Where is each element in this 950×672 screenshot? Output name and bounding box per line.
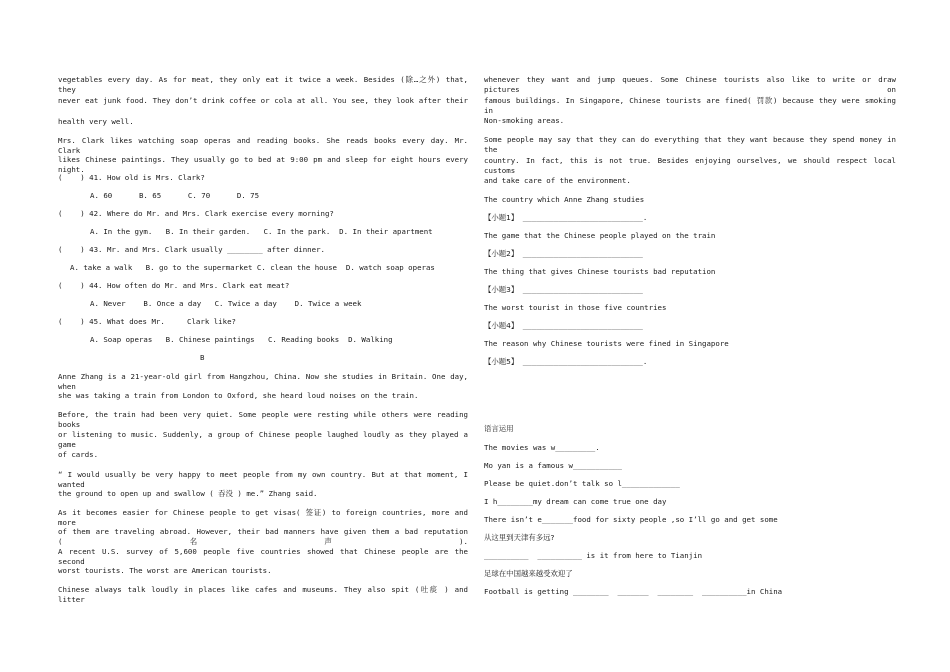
- text-line: country. In fact, this is not true. Besides enjoying ourselves, we should respect local customs: [484, 156, 896, 175]
- question-41: ( ) 41. How old is Mrs. Clark?: [58, 173, 205, 182]
- task-label: 【小题5】: [484, 357, 519, 366]
- exercise-line: Mo yan is a famous w___________: [484, 461, 622, 470]
- text-line: “ I would usually be very happy to meet people from my own country. But at that moment, I wanted: [58, 470, 468, 489]
- text-line: famous buildings. In Singapore, Chinese tourists are fined( 罚款) because they were smoking in: [484, 96, 896, 115]
- answer-blank: ___________________________: [522, 321, 643, 330]
- task-2-prompt: The game that the Chinese people played on the train: [484, 231, 716, 240]
- exercise-line: Football is getting ________ _______ ________ __________in China: [484, 587, 783, 596]
- exercise-line: There isn’t e_______food for sixty people ,so I’ll go and get some: [484, 515, 778, 524]
- task-3-answer: [484, 285, 643, 295]
- options-42: A. In the gym. B. In their garden. C. In the park. D. In their apartment: [90, 227, 433, 236]
- options-41: A. 60 B. 65 C. 70 D. 75: [90, 191, 260, 200]
- task-label: 【小题2】: [484, 249, 519, 258]
- text-line: of cards.: [58, 450, 99, 459]
- task-5-answer: [484, 357, 647, 367]
- exercise-line: The movies was w_________.: [484, 443, 600, 452]
- text-line: Before, the train had been very quiet. Some people were resting while others were reading books: [58, 410, 468, 429]
- text-line: Chinese always talk loudly in places like cafes and museums. They also spit (吐痰 ) and litter: [58, 585, 468, 604]
- text-line: As it becomes easier for Chinese people to get visas( 签证) to foreign countries, more and more: [58, 508, 468, 527]
- text-line: Mrs. Clark likes watching soap operas and reading books. She reads books every day. Mr. Clark: [58, 136, 468, 155]
- options-44: A. Never B. Once a day C. Twice a day D. Twice a week: [90, 299, 362, 308]
- task-3-prompt: The thing that gives Chinese tourists bad reputation: [484, 267, 716, 276]
- answer-blank: ___________________________: [522, 249, 643, 258]
- section-heading: 语言运用: [484, 424, 514, 433]
- text-line: A recent U.S. survey of 5,600 people five countries showed that Chinese people are the second: [58, 547, 468, 566]
- answer-blank: ___________________________: [522, 285, 643, 294]
- exercise-line: __________ __________ is it from here to Tianjin: [484, 551, 703, 560]
- task-2-answer: [484, 249, 643, 259]
- options-43: A. take a walk B. go to the supermarket C. clean the house D. watch soap operas: [70, 263, 435, 272]
- text-line: Anne Zhang is a 21-year-old girl from Hangzhou, China. Now she studies in Britain. One day, when: [58, 372, 468, 391]
- answer-blank: ___________________________.: [522, 213, 648, 222]
- question-44: ( ) 44. How often do Mr. and Mrs. Clark eat meat?: [58, 281, 290, 290]
- task-4-prompt: The worst tourist in those five countries: [484, 303, 667, 312]
- text-line: she was taking a train from London to Oxford, she heard loud noises on the train.: [58, 391, 419, 400]
- task-1-prompt: The country which Anne Zhang studies: [484, 195, 645, 204]
- text-line: health very well.: [58, 117, 134, 126]
- text-line: Non-smoking areas.: [484, 116, 565, 125]
- text-line: and take care of the environment.: [484, 176, 631, 185]
- text-line: whenever they want and jump queues. Some Chinese tourists also like to write or draw pictures on: [484, 75, 896, 94]
- task-label: 【小题3】: [484, 285, 519, 294]
- task-4-answer: [484, 321, 643, 331]
- task-label: 【小题4】: [484, 321, 519, 330]
- task-label: 【小题1】: [484, 213, 519, 222]
- text-line: vegetables every day. As for meat, they only eat it twice a week. Besides (除…之外) that, they: [58, 75, 468, 94]
- options-45: A. Soap operas B. Chinese paintings C. Reading books D. Walking: [90, 335, 393, 344]
- section-heading: B: [200, 353, 205, 362]
- exercise-line: Please be quiet.don’t talk so l_____________: [484, 479, 680, 488]
- text-line: worst tourists. The worst are American tourists.: [58, 566, 272, 575]
- task-1-answer: [484, 213, 647, 223]
- text-line: the ground to open up and swallow ( 吞没 ) me.” Zhang said.: [58, 489, 318, 498]
- text-line: or listening to music. Suddenly, a group of Chinese people laughed loudly as they played a game: [58, 430, 468, 449]
- question-42: ( ) 42. Where do Mr. and Mrs. Clark exercise every morning?: [58, 209, 334, 218]
- text-line: likes Chinese paintings. They usually go to bed at 9:00 pm and sleep for eight hours every night.: [58, 155, 468, 174]
- exercise-line: 足球在中国越来越受欢迎了: [484, 569, 573, 578]
- text-line: never eat junk food. They don’t drink coffee or cola at all. You see, they look after their: [58, 96, 468, 105]
- answer-blank: ___________________________.: [522, 357, 648, 366]
- exercise-line: I h________my dream can come true one day: [484, 497, 667, 506]
- text-line: of them are traveling abroad. However, their bad manners have given them a bad reputation (名声).: [58, 527, 468, 546]
- task-5-prompt: The reason why Chinese tourists were fined in Singapore: [484, 339, 729, 348]
- exercise-line: 从这里到天津有多远?: [484, 533, 555, 542]
- question-43: ( ) 43. Mr. and Mrs. Clark usually ________ after dinner.: [58, 245, 325, 254]
- text-line: Some people may say that they can do everything that they want because they spend money in the: [484, 135, 896, 154]
- question-45: ( ) 45. What does Mr. Clark like?: [58, 317, 236, 326]
